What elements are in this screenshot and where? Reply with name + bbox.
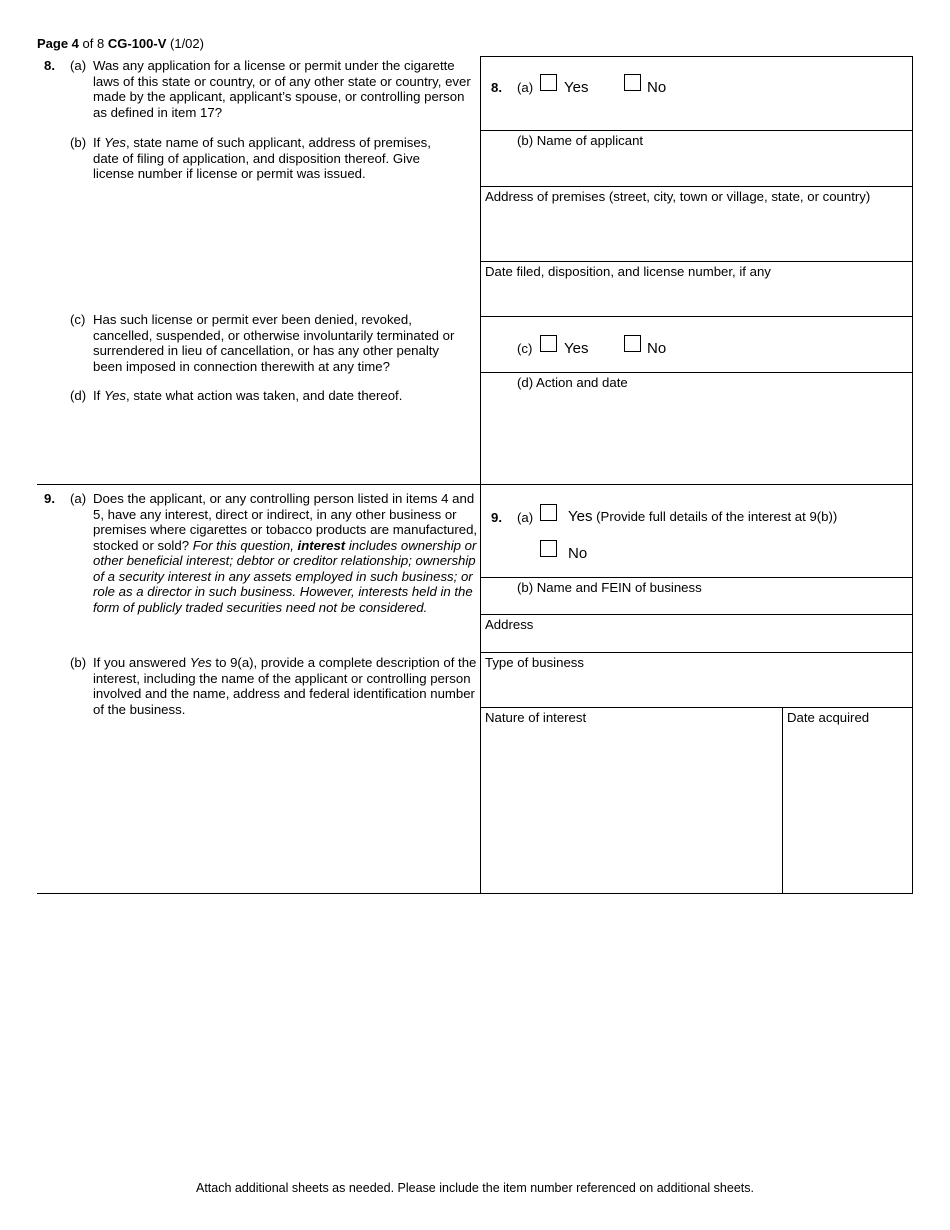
q8c-text: Has such license or permit ever been denied, revoked, cancelled, suspended, or otherwise involuntarily terminated or surrendered in lieu of cancellation, or has any other penalty been imposed in connection therewith at any time? (93, 312, 455, 374)
q9a-answer-letter: (a) (517, 510, 534, 525)
row-divider (480, 186, 913, 187)
page-header (37, 36, 204, 51)
q8-date-label: Date filed, disposition, and license number, if any (485, 264, 771, 279)
row-divider (480, 372, 913, 373)
column-divider (480, 56, 481, 894)
q8d-letter: (d) (70, 388, 87, 403)
form-date: (1/02) (170, 36, 204, 51)
section-divider (37, 484, 913, 485)
row-divider (480, 130, 913, 131)
row-divider (480, 577, 913, 578)
row-divider (480, 707, 913, 708)
q9-date-acquired-label: Date acquired (787, 710, 870, 725)
q8-number: 8. (44, 58, 55, 73)
q9a-yes-checkbox[interactable] (540, 504, 557, 521)
q8d-action-label: (d) Action and date (517, 375, 628, 390)
q9b-name-fein-label: (b) Name and FEIN of business (517, 580, 702, 595)
q8a-text: Was any application for a license or permit under the cigarette laws of this state or country, or of any other state or country, ever made by the applicant, applicant’s spouse, or controlling person as defined in item 17? (93, 58, 471, 120)
form-id: CG-100-V (107, 36, 167, 51)
page-of-label: of 8 (82, 36, 105, 51)
nature-date-divider (782, 707, 783, 894)
q8c-yes-checkbox[interactable] (540, 335, 557, 352)
q9a-yes-label: Yes (568, 508, 593, 525)
q9-nature-label: Nature of interest (485, 710, 587, 725)
q8-address-label: Address of premises (street, city, town or village, state, or country) (485, 189, 871, 204)
q9a-letter: (a) (70, 491, 87, 506)
q9-number: 9. (44, 491, 55, 506)
q8b-letter: (b) (70, 135, 87, 150)
footer-note: Attach additional sheets as needed. Please include the item number referenced on additional sheets. (195, 1181, 754, 1195)
q8c-no-label: No (647, 340, 667, 357)
q8a-answer-letter: (a) (517, 80, 534, 95)
q8-answer-number: 8. (491, 80, 502, 95)
row-divider (480, 652, 913, 653)
table-top-border (480, 56, 913, 57)
q9-type-label: Type of business (485, 655, 584, 670)
q9a-no-checkbox[interactable] (540, 540, 557, 557)
q8c-letter: (c) (70, 312, 86, 327)
q8c-yes-label: Yes (564, 340, 589, 357)
q8b-name-label: (b) Name of applicant (517, 133, 644, 148)
q9b-letter: (b) (70, 655, 87, 670)
q9-answer-number: 9. (491, 510, 502, 525)
row-divider (480, 316, 913, 317)
q9a-text: Does the applicant, or any controlling person listed in items 4 and 5, have any interest, direct or indirect, in any other business or premises where cigarettes or tobacco products are manufactured, stocked or sold? For this question, interest includes ownership or other beneficial interest; debtor or creditor relationship; ownership of a security interest in any assets employed in such business; or role as a director in such business. However, interests held in the form of publicly traded securities need not be considered. (93, 491, 478, 615)
q8a-no-label: No (647, 79, 667, 96)
page-label: Page 4 (37, 36, 79, 51)
q8a-letter: (a) (70, 58, 87, 73)
q9b-text: If you answered Yes to 9(a), provide a complete description of the interest, including the name of the applicant or controlling person involved and the name, address and federal identification number of the business. (93, 655, 477, 717)
table-right-border (912, 56, 913, 894)
q8d-text: If Yes, state what action was taken, and date thereof. (93, 388, 403, 403)
q8a-yes-label: Yes (564, 79, 589, 96)
q9a-yes-note: (Provide full details of the interest at 9(b)) (596, 509, 838, 524)
q8c-answer-letter: (c) (517, 341, 533, 356)
q8a-yes-checkbox[interactable] (540, 74, 557, 91)
q9-address-label: Address (485, 617, 534, 632)
q9a-no-label: No (568, 545, 588, 562)
q8a-no-checkbox[interactable] (624, 74, 641, 91)
q8b-text: If Yes, state name of such applicant, address of premises, date of filing of application, and disposition thereof. Give license number if license or permit was issued. (93, 135, 431, 181)
row-divider (480, 261, 913, 262)
q9a-yes-row (568, 508, 837, 525)
row-divider (480, 614, 913, 615)
q8c-no-checkbox[interactable] (624, 335, 641, 352)
